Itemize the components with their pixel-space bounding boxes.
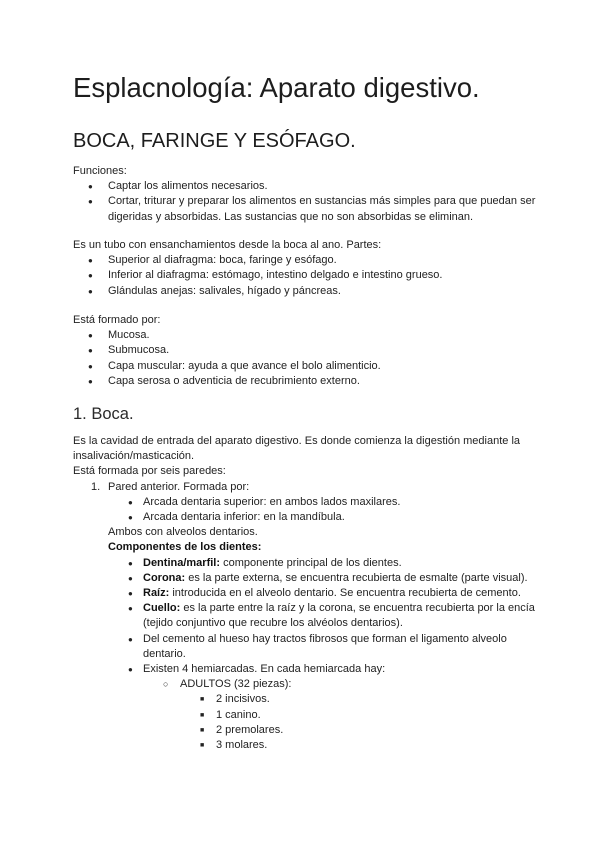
list-item bbox=[73, 510, 543, 525]
list-item-text: Arcada dentaria inferior: en la mandíbula. bbox=[143, 511, 345, 524]
list-item bbox=[73, 571, 543, 586]
bullet-dot-icon: ● bbox=[88, 286, 93, 296]
definition: introducida en el alveolo dentario. Se encuentra recubierta de cemento. bbox=[169, 587, 521, 600]
bullet-square-icon: ■ bbox=[200, 711, 205, 719]
list-item-text: Inferior al diafragma: estómago, intestino delgado e intestino grueso. bbox=[108, 269, 443, 282]
list-item-text: Cortar, triturar y preparar los alimentos en sustancias más simples para que puedan ser digeridas y absorbidas. Las sustancias que no son absorbidas se eliminan. bbox=[108, 195, 536, 223]
list-item bbox=[73, 268, 543, 283]
list-item-text: Superior al diafragma: boca, faringe y esófago. bbox=[108, 254, 337, 267]
alveolos-text: Ambos con alveolos dentarios. bbox=[108, 526, 258, 539]
list-item-text: Capa serosa o adventicia de recubrimiento externo. bbox=[108, 374, 360, 387]
bullet-dot-icon: ● bbox=[88, 256, 93, 266]
section-heading: BOCA, FARINGE Y ESÓFAGO. bbox=[73, 130, 356, 152]
term: Corona: bbox=[143, 571, 186, 584]
bullet-dot-icon: ● bbox=[128, 634, 133, 644]
list-item bbox=[73, 662, 543, 677]
bullet-circle-icon: ○ bbox=[163, 679, 169, 690]
list-item bbox=[73, 632, 543, 662]
partes-block bbox=[73, 238, 543, 299]
boca-heading: 1. Boca. bbox=[73, 405, 134, 423]
bullet-dot-icon: ● bbox=[128, 573, 133, 583]
formado-intro: Está formado por: bbox=[73, 314, 161, 326]
bullet-dot-icon: ● bbox=[128, 497, 133, 507]
list-item bbox=[73, 692, 543, 707]
bullet-square-icon: ■ bbox=[200, 696, 205, 704]
list-item bbox=[73, 708, 543, 723]
list-item bbox=[73, 328, 543, 343]
list-item-text: Del cemento al hueso hay tractos fibrosos que forman el ligamento alveolo dentario. bbox=[143, 632, 507, 660]
list-item-text: 2 incisivos. bbox=[216, 693, 270, 706]
list-item bbox=[73, 556, 543, 571]
bullet-dot-icon: ● bbox=[128, 513, 133, 523]
list-item bbox=[73, 359, 543, 374]
bullet-square-icon: ■ bbox=[200, 742, 205, 750]
list-item bbox=[73, 194, 543, 224]
term: Dentina/marfil: bbox=[143, 556, 221, 569]
bullet-dot-icon: ● bbox=[88, 197, 93, 207]
list-item-text: Glándulas anejas: salivales, hígado y páncreas. bbox=[108, 284, 341, 297]
list-item bbox=[73, 738, 543, 753]
term: Raíz: bbox=[143, 587, 170, 600]
list-item bbox=[73, 374, 543, 389]
term: Cuello: bbox=[143, 602, 181, 615]
funciones-block bbox=[73, 164, 543, 225]
list-item bbox=[73, 284, 543, 299]
bullet-dot-icon: ● bbox=[128, 604, 133, 614]
bullet-dot-icon: ● bbox=[88, 182, 93, 192]
paredes-intro: Está formada por seis paredes: bbox=[73, 465, 226, 478]
formado-block bbox=[73, 313, 543, 389]
bullet-dot-icon: ● bbox=[88, 361, 93, 371]
list-number: 1. bbox=[91, 480, 101, 493]
list-item bbox=[73, 723, 543, 738]
list-item bbox=[73, 495, 543, 510]
list-item-text: Existen 4 hemiarcadas. En cada hemiarcada hay: bbox=[143, 663, 386, 676]
bullet-dot-icon: ● bbox=[88, 271, 93, 281]
bullet-dot-icon: ● bbox=[88, 346, 93, 356]
list-item bbox=[73, 677, 543, 692]
list-item-text: Mucosa. bbox=[108, 329, 150, 342]
list-item-text: Pared anterior. Formada por: bbox=[108, 480, 250, 493]
bullet-dot-icon: ● bbox=[128, 589, 133, 599]
definition: es la parte externa, se encuentra recubierta de esmalte (parte visual). bbox=[185, 571, 528, 584]
boca-intro: Es la cavidad de entrada del aparato digestivo. Es donde comienza la digestión mediante la insalivación/masticación. bbox=[73, 435, 521, 463]
list-item-text: ADULTOS (32 piezas): bbox=[180, 678, 292, 691]
bullet-dot-icon: ● bbox=[128, 665, 133, 675]
definition: componente principal de los dientes. bbox=[220, 556, 402, 569]
list-item-text: Captar los alimentos necesarios. bbox=[108, 180, 268, 193]
numbered-item bbox=[73, 480, 543, 495]
list-item-text: Submucosa. bbox=[108, 344, 170, 357]
list-item-text: 1 canino. bbox=[216, 708, 261, 721]
bullet-dot-icon: ● bbox=[88, 331, 93, 341]
funciones-label: Funciones: bbox=[73, 165, 127, 177]
partes-intro: Es un tubo con ensanchamientos desde la boca al ano. Partes: bbox=[73, 239, 382, 251]
bullet-dot-icon: ● bbox=[128, 558, 133, 568]
list-item bbox=[73, 253, 543, 268]
list-item-text: Arcada dentaria superior: en ambos lados maxilares. bbox=[143, 495, 401, 508]
list-item-text: 2 premolares. bbox=[216, 723, 284, 736]
componentes-label-text: Componentes de los dientes: bbox=[108, 541, 262, 554]
list-item-text: 3 molares. bbox=[216, 739, 268, 752]
document-title: Esplacnología: Aparato digestivo. bbox=[73, 72, 480, 103]
list-item bbox=[73, 586, 543, 601]
list-item-text: Capa muscular: ayuda a que avance el bolo alimenticio. bbox=[108, 359, 381, 372]
bullet-square-icon: ■ bbox=[200, 726, 205, 734]
list-item bbox=[73, 179, 543, 194]
componentes-label bbox=[73, 540, 543, 555]
list-item bbox=[73, 601, 543, 631]
bullet-dot-icon: ● bbox=[88, 376, 93, 386]
definition: es la parte entre la raíz y la corona, se encuentra recubierta por la encía (tejido conjuntivo que recubre los alvéolos dentarios). bbox=[143, 602, 535, 630]
list-item bbox=[73, 343, 543, 358]
boca-block bbox=[73, 434, 543, 753]
